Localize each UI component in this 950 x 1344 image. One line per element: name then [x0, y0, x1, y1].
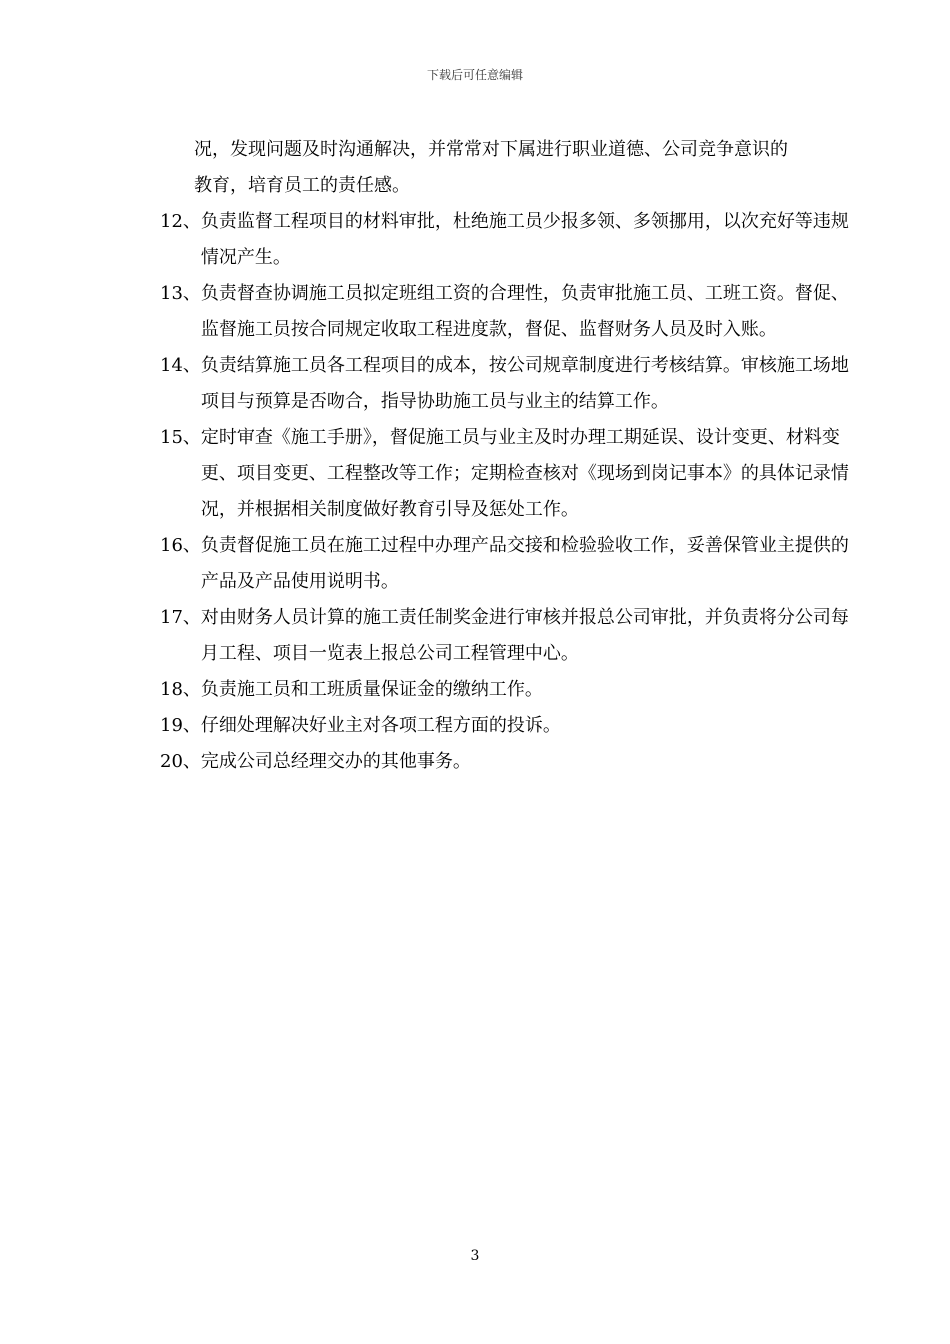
list-item-number: 13、: [160, 283, 201, 304]
list-item: [160, 204, 850, 276]
page-header-note: 下载后可任意编辑: [426, 68, 523, 82]
list-item-number: 12、: [160, 211, 201, 232]
list-item: [160, 528, 850, 600]
document-body: [160, 132, 850, 780]
list-item-number: 17、: [160, 607, 201, 628]
list-item-number: 18、: [160, 679, 201, 700]
list-item-number: 20、: [160, 751, 201, 772]
list-item-text: 仔细处理解决好业主对各项工程方面的投诉。: [200, 715, 561, 736]
list-item: [160, 744, 850, 780]
continuation-line: 教育，培育员工的责任感。: [194, 175, 410, 196]
list-item: [160, 276, 850, 348]
list-item-text: 定时审查《施工手册》，督促施工员与业主及时办理工期延误、设计变更、材料变更、项目变更、工程整改等工作；定期检查核对《现场到岗记事本》的具体记录情况，并根据相关制度做好教育引导及惩处工作。: [200, 427, 849, 520]
list-item: [160, 348, 850, 420]
list-item-number: 19、: [160, 715, 201, 736]
page-number: 3: [470, 1248, 480, 1264]
list-item: [160, 708, 850, 744]
list-item-number: 16、: [160, 535, 201, 556]
list-item-text: 负责督查协调施工员拟定班组工资的合理性，负责审批施工员、工班工资。督促、监督施工员按合同规定收取工程进度款，督促、监督财务人员及时入账。: [200, 283, 849, 340]
list-item: [160, 420, 850, 528]
list-item-text: 负责监督工程项目的材料审批，杜绝施工员少报多领、多领挪用，以次充好等违规情况产生。: [200, 211, 849, 268]
list-item-number: 14、: [160, 355, 201, 376]
list-item: [160, 672, 850, 708]
list-item-text: 负责督促施工员在施工过程中办理产品交接和检验验收工作，妥善保管业主提供的产品及产品使用说明书。: [200, 535, 849, 592]
list-item: [160, 600, 850, 672]
list-item-text: 完成公司总经理交办的其他事务。: [200, 751, 471, 772]
continuation-line: 况，发现问题及时沟通解决，并常常对下属进行职业道德、公司竞争意识的: [194, 139, 788, 160]
list-item-text: 负责施工员和工班质量保证金的缴纳工作。: [200, 679, 543, 700]
list-item-number: 15、: [160, 427, 201, 448]
list-item-text: 对由财务人员计算的施工责任制奖金进行审核并报总公司审批，并负责将分公司每月工程、项目一览表上报总公司工程管理中心。: [200, 607, 849, 664]
list-item-text: 负责结算施工员各工程项目的成本，按公司规章制度进行考核结算。审核施工场地项目与预算是否吻合，指导协助施工员与业主的结算工作。: [200, 355, 849, 412]
